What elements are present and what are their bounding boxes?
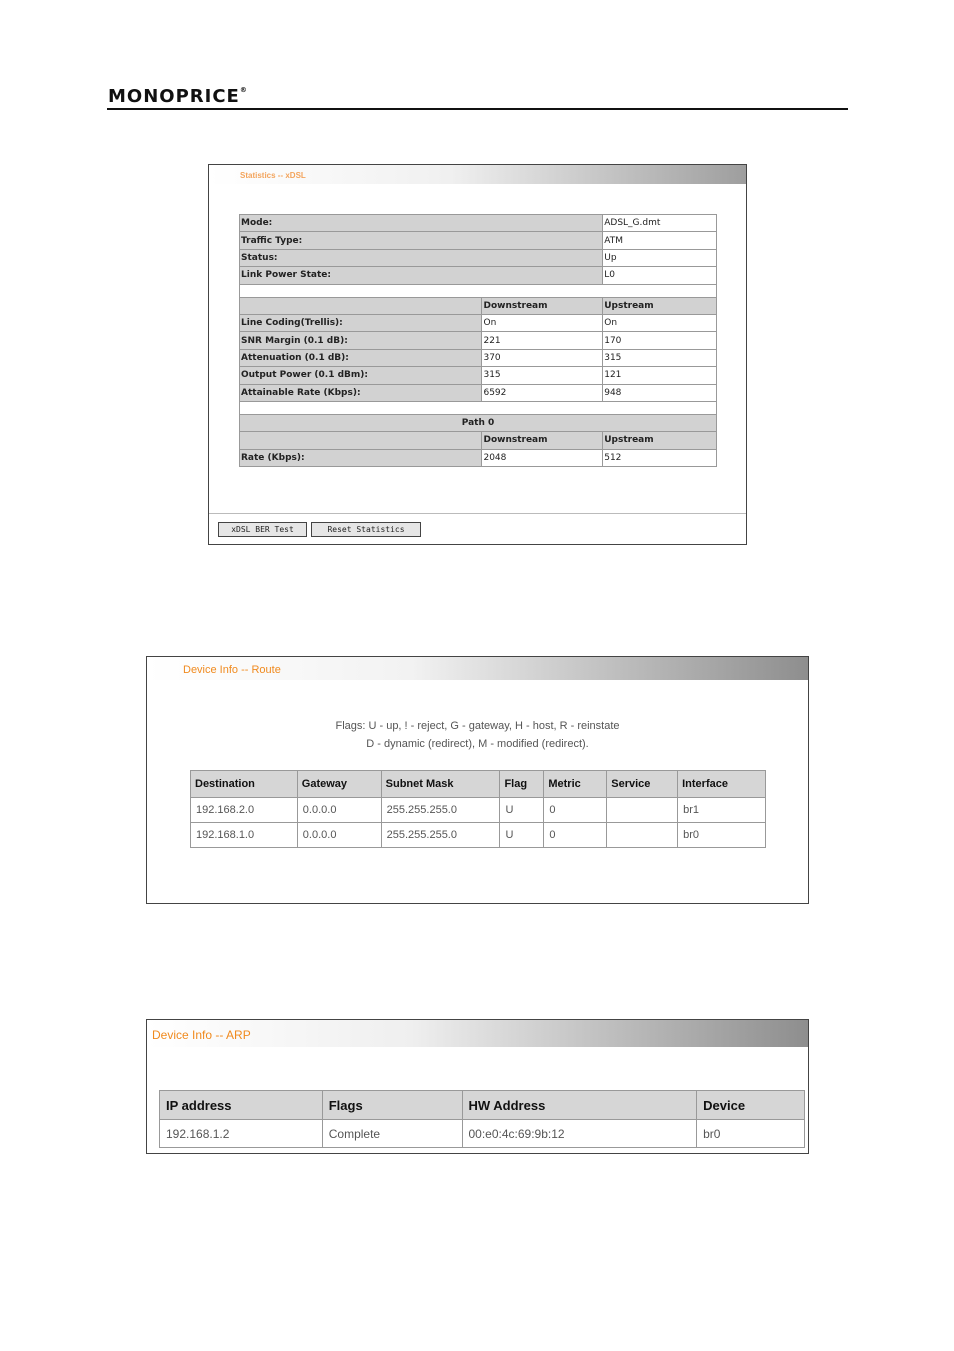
xdsl-statistics-panel xyxy=(208,164,747,545)
cell-destination: 192.168.1.0 xyxy=(191,823,298,848)
col-upstream: Upstream xyxy=(603,297,717,314)
table-header-row xyxy=(160,1091,805,1120)
col-subnet-mask: Subnet Mask xyxy=(381,771,500,798)
cell-metric: 0 xyxy=(544,798,607,823)
table-header-row xyxy=(240,297,717,314)
col-downstream: Downstream xyxy=(482,432,603,449)
stat-label: Attenuation (0.1 dB): xyxy=(240,349,482,366)
cell-subnet-mask: 255.255.255.0 xyxy=(381,798,500,823)
col-service: Service xyxy=(607,771,678,798)
col-upstream: Upstream xyxy=(603,432,717,449)
stat-up: 315 xyxy=(603,349,717,366)
cell-flags: Complete xyxy=(322,1120,462,1148)
header-rule xyxy=(107,108,848,110)
route-table xyxy=(190,770,766,848)
route-panel xyxy=(146,656,809,904)
col-hw-address: HW Address xyxy=(462,1091,697,1120)
cell-service xyxy=(607,798,678,823)
stat-down: 370 xyxy=(482,349,603,366)
rate-up: 512 xyxy=(603,449,717,466)
stat-down: 315 xyxy=(482,367,603,384)
xdsl-title: Statistics -- xDSL xyxy=(209,165,746,184)
table-row xyxy=(240,314,717,331)
table-row xyxy=(240,249,717,266)
cell-metric: 0 xyxy=(544,823,607,848)
brand-logo xyxy=(108,86,248,107)
stat-label: Attainable Rate (Kbps): xyxy=(240,384,482,401)
route-title: Device Info -- Route xyxy=(147,657,808,680)
xdsl-ber-test-button[interactable]: xDSL BER Test xyxy=(218,522,307,537)
table-row xyxy=(240,267,717,284)
col-interface: Interface xyxy=(678,771,766,798)
arp-panel xyxy=(146,1019,809,1154)
flags-legend-line2: D - dynamic (redirect), M - modified (redirect). xyxy=(366,738,589,750)
row-value: ADSL_G.dmt xyxy=(603,215,717,232)
table-row xyxy=(191,798,766,823)
cell-device: br0 xyxy=(697,1120,805,1148)
arp-title: Device Info -- ARP xyxy=(147,1020,808,1047)
stat-up: On xyxy=(603,314,717,331)
stat-down: On xyxy=(482,314,603,331)
path-label: Path 0 xyxy=(240,414,717,431)
arp-table xyxy=(159,1090,805,1148)
cell-interface: br1 xyxy=(678,798,766,823)
col-flags: Flags xyxy=(322,1091,462,1120)
cell-destination: 192.168.2.0 xyxy=(191,798,298,823)
cell-gateway: 0.0.0.0 xyxy=(297,798,381,823)
cell-flag: U xyxy=(500,823,544,848)
button-bar xyxy=(209,513,746,544)
row-label: Traffic Type: xyxy=(240,232,603,249)
col-ip-address: IP address xyxy=(160,1091,323,1120)
stat-down: 6592 xyxy=(482,384,603,401)
row-value: L0 xyxy=(603,267,717,284)
row-label: Link Power State: xyxy=(240,267,603,284)
stat-label: Output Power (0.1 dBm): xyxy=(240,367,482,384)
col-device: Device xyxy=(697,1091,805,1120)
table-row xyxy=(160,1120,805,1148)
cell-hw-address: 00:e0:4c:69:9b:12 xyxy=(462,1120,697,1148)
col-destination: Destination xyxy=(191,771,298,798)
table-row xyxy=(240,384,717,401)
stat-up: 948 xyxy=(603,384,717,401)
table-row xyxy=(240,215,717,232)
rate-label: Rate (Kbps): xyxy=(240,449,482,466)
table-header-row xyxy=(240,432,717,449)
registered-mark: ® xyxy=(239,86,248,94)
stat-label: Line Coding(Trellis): xyxy=(240,314,482,331)
col-downstream: Downstream xyxy=(482,297,603,314)
table-row xyxy=(240,367,717,384)
table-row xyxy=(240,449,717,466)
row-label: Status: xyxy=(240,249,603,266)
stat-label: SNR Margin (0.1 dB): xyxy=(240,332,482,349)
table-row xyxy=(240,232,717,249)
cell-flag: U xyxy=(500,798,544,823)
stat-down: 221 xyxy=(482,332,603,349)
row-label: Mode: xyxy=(240,215,603,232)
cell-service xyxy=(607,823,678,848)
spacer-row xyxy=(240,284,717,297)
stat-up: 170 xyxy=(603,332,717,349)
table-header-row xyxy=(191,771,766,798)
flags-legend-line1: Flags: U - up, ! - reject, G - gateway, H - host, R - reinstate xyxy=(335,720,620,732)
cell-ip-address: 192.168.1.2 xyxy=(160,1120,323,1148)
path-header-row xyxy=(240,414,717,431)
stat-up: 121 xyxy=(603,367,717,384)
cell-gateway: 0.0.0.0 xyxy=(297,823,381,848)
row-value: Up xyxy=(603,249,717,266)
row-value: ATM xyxy=(603,232,717,249)
cell-interface: br0 xyxy=(678,823,766,848)
table-row xyxy=(240,349,717,366)
xdsl-table xyxy=(239,214,717,467)
table-row xyxy=(240,332,717,349)
reset-statistics-button[interactable]: Reset Statistics xyxy=(311,522,421,537)
rate-down: 2048 xyxy=(482,449,603,466)
table-row xyxy=(191,823,766,848)
cell-subnet-mask: 255.255.255.0 xyxy=(381,823,500,848)
col-flag: Flag xyxy=(500,771,544,798)
spacer-row xyxy=(240,401,717,414)
col-gateway: Gateway xyxy=(297,771,381,798)
col-metric: Metric xyxy=(544,771,607,798)
brand-name: MONOPRICE xyxy=(108,86,240,107)
